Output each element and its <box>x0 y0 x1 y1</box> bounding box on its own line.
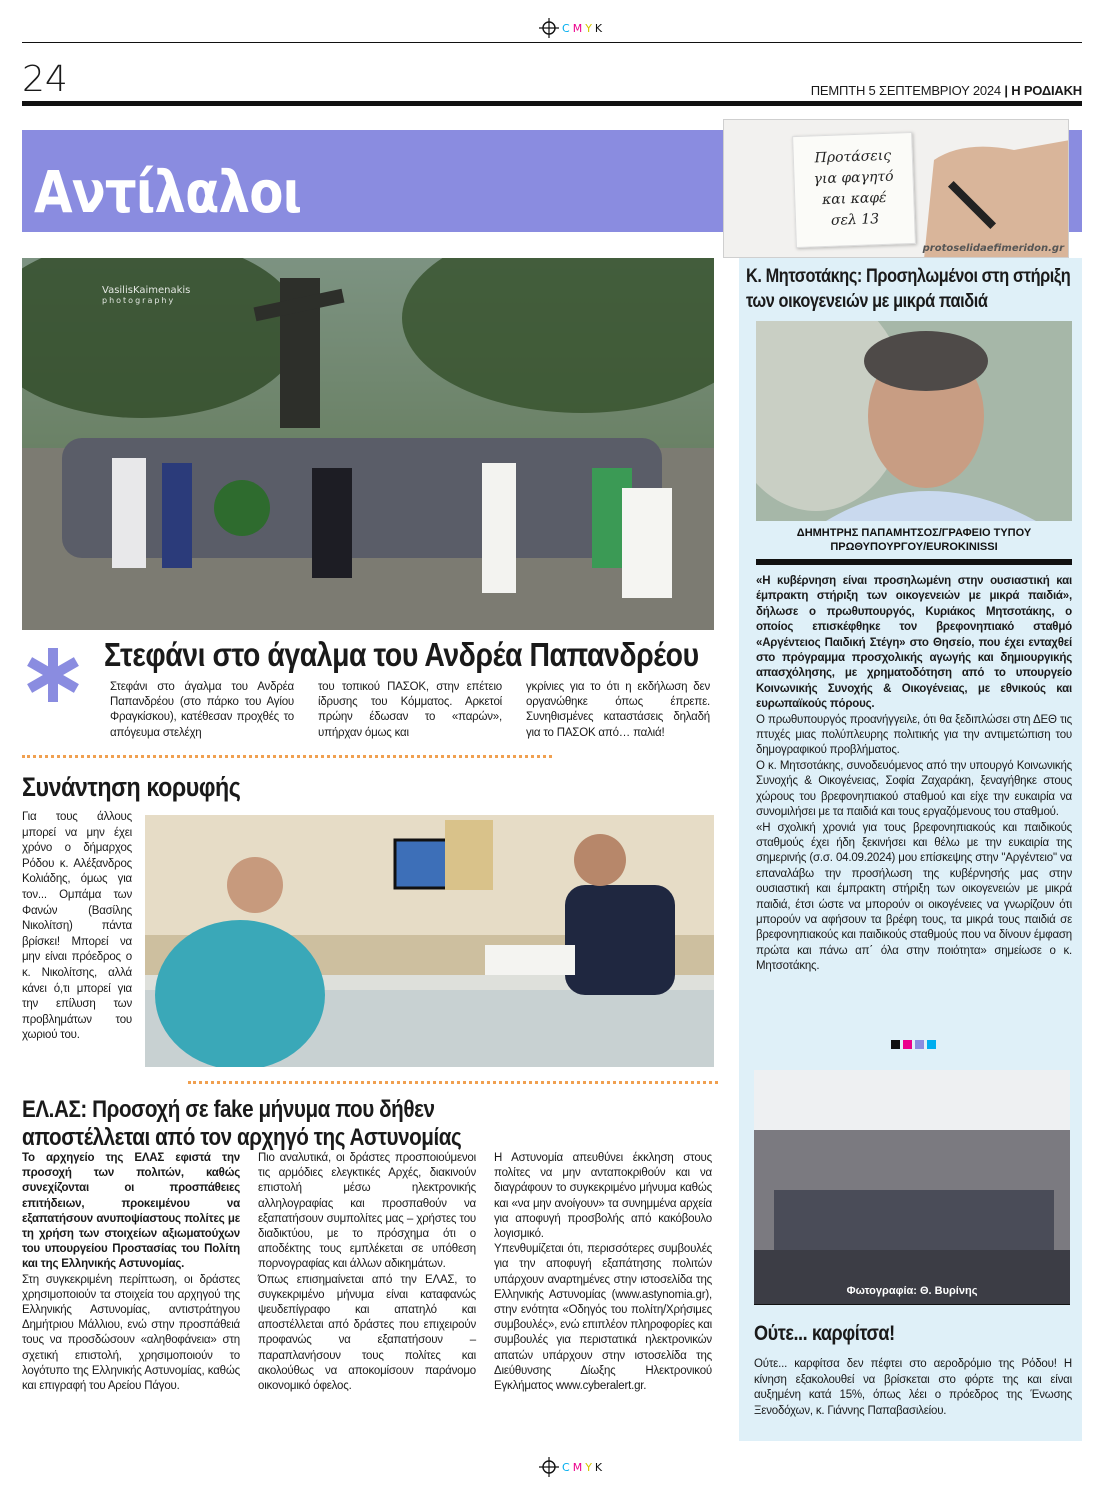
divider-dots-1 <box>22 755 552 758</box>
reg-m: M <box>572 21 583 35</box>
color-square-black <box>891 1040 900 1049</box>
reg-y: Y <box>585 21 592 35</box>
summit-photo <box>145 815 714 1067</box>
sidebar-paragraph-2: Ο πρωθυπουργός προανήγγειλε, ότι θα ξεδιπλώσει στη ΔΕΘ τις πτυχές μιας πολύπλευρης πολιτικής για την αντιμετώπιση του δημογραφικού προβλήματος. <box>756 713 1072 757</box>
section-title: Αντίλαλοι <box>34 158 302 226</box>
reg-k: K <box>594 1460 603 1474</box>
sidebar-paragraph-3: Ο κ. Μητσοτάκης, συνοδευόμενος από την υπουργό Κοινωνικής Συνοχής & Οικογένειας, Σοφία Ζαχαράκη, ξεναγήθηκε στους χώρους του βρεφονηπιακού σταθμού και είχε την ευκαιρία να συνομιλήσει με τα παιδιά και τους εργαζόμενους του σταθμού. <box>756 759 1072 819</box>
wreath-col-3: γκρίνιες για το ότι η εκδήλωση δεν οργανώθηκε όπως έπρεπε. Συνηθισμένες καταστάσεις δηλαδή για το ΠΑΣΟΚ από… παλιά! <box>526 681 710 739</box>
promo-credit: protoselidaefimeridon.gr <box>922 243 1064 254</box>
color-square-magenta <box>903 1040 912 1049</box>
pm-photo-art <box>756 321 1072 521</box>
dateline-separator: | <box>1004 83 1008 98</box>
sidebar-body <box>756 574 1072 975</box>
promo-line-1: Προτάσεις <box>814 147 892 167</box>
wreath-headline: Στεφάνι στο άγαλμα του Ανδρέα Παπανδρέου <box>104 636 699 673</box>
photo-watermark <box>102 286 190 306</box>
elas-col-1 <box>22 1151 240 1394</box>
pm-caption-line-1: ΔΗΜΗΤΡΗΣ ΠΑΠΑΜΗΤΣΟΣ/ΓΡΑΦΕΙΟ ΤΥΠΟΥ <box>796 527 1032 539</box>
elas-headline-line-1: ΕΛ.ΑΣ: Προσοχή σε fake μήνυμα που δήθεν <box>22 1096 435 1123</box>
airport-text: Ούτε... καρφίτσα δεν πέφτει στο αεροδρόμιο της Ρόδου! Η κίνηση εξακολουθεί να βρίσκεται στο φόρτε της και είναι αυξημένη κατά 15%, όπως λέει ο πρόεδρος της Ένωσης Ξενοδόχων, κ. Γιάννης Παπαβασιλείου. <box>754 1358 1072 1417</box>
elas-headline <box>22 1096 461 1152</box>
sidebar-headline-line-1: Κ. Μητσοτάκης: Προσηλωμένοι στη στήριξη <box>746 266 1071 287</box>
elas-col-3 <box>494 1151 712 1394</box>
promo-line-2: για φαγητό <box>813 168 894 188</box>
watermark-sub: photography <box>102 296 176 305</box>
wreath-photo-art <box>22 258 714 630</box>
reg-k: K <box>594 21 603 35</box>
registration-mark-bottom <box>539 1457 602 1477</box>
page-number: 24 <box>22 59 68 100</box>
reg-c: C <box>562 21 570 35</box>
reg-c: C <box>562 1460 570 1474</box>
elas-col2-paragraph-2: Όπως επισημαίνεται από την ΕΛΑΣ, το συγκεκριμένο μήνυμα είναι καταφανώς ψευδεπίγραφο και απατηλό και αποστέλλεται από δράστες που επιχειρούν προφανώς να εξαπατήσουν – παραπλανήσουν τους πολίτες και ακολούθως να αποκομίσουν παράνομο οικονομικό όφελος. <box>258 1273 476 1393</box>
date-text: ΠΕΜΠΤΗ 5 ΣΕΠΤΕΜΒΡΙΟΥ 2024 <box>810 83 1001 98</box>
pm-caption-line-2: ΠΡΩΘΥΠΟΥΡΓΟΥ/EUROKINISSI <box>830 541 998 553</box>
paper-name: Η ΡΟΔΙΑΚΗ <box>1011 83 1082 98</box>
reg-m: M <box>572 1460 583 1474</box>
promo-line-3: και καφέ <box>821 189 887 209</box>
header-top-rule <box>22 42 1082 43</box>
elas-col3-paragraph-2: Υπενθυμίζεται ότι, περισσότερες συμβουλές για την αποφυγή εξαπάτησης πολιτών υπάρχουν αναρτημένες στην ιστοσελίδα της Ελληνικής Αστυνομίας (www.astynomia.gr), στην ενότητα «Οδηγός του πολίτη/Χρήσιμες συμβουλές», ενώ επιπλέον πληροφορίες και συμβουλές για περιστατικά ηλεκτρονικών απατών υπάρχουν στην ιστοσελίδα της Διεύθυνσης Δίωξης Ηλεκτρονικού Εγκλήματος www.cyberalert.gr. <box>494 1243 712 1393</box>
sidebar-lead: «Η κυβέρνηση είναι προσηλωμένη στην ουσιαστική και έμπρακτη στήριξη των οικογενειών με μικρά παιδιά», δήλωσε ο πρωθυπουργός, Κυριάκος Μητσοτάκης, ο οποίος επισκέφθηκε τον βρεφονηπιακό σταθμό «Αργέντειος Παιδική Στέγη» στο Θησείο, που έχει ενταχθεί στο πρόγραμμα προσχολικής αγωγής και δημιουργικής απασχόλησης, με χρηματοδότηση από το υπουργείο Κοινωνικής Συνοχής & Οικογένειας, με εθνικούς και ευρωπαϊκούς πόρους. <box>756 575 1072 711</box>
watermark-name: VasilisKaimenakis <box>102 285 191 296</box>
crosshair-icon <box>539 18 559 38</box>
elas-headline-line-2: αποστέλλεται από τον αρχηγό της Αστυνομίας <box>22 1124 462 1151</box>
wreath-col-1: Στεφάνι στο άγαλμα του Ανδρέα Παπανδρέου (στο πάρκο του Αγίου Φραγκίσκου), κατέθεσαν προχθές το απόγευμα στελέχη <box>110 681 294 739</box>
dateline <box>811 83 1082 98</box>
registration-mark-top <box>539 18 602 38</box>
wreath-photo <box>22 258 714 630</box>
color-square-violet <box>915 1040 924 1049</box>
reg-y: Y <box>585 1460 592 1474</box>
airport-caption-bar <box>754 1304 1070 1305</box>
pm-photo <box>756 321 1072 521</box>
elas-col1-paragraph: Στη συγκεκριμένη περίπτωση, οι δράστες χρησιμοποιούν τα στοιχεία του αρχηγού της Ελληνικής Αστυνομίας, αντιστράτηγου Δημήτριου Μάλλιου, ενώ στην προσπάθειά τους να προσδώσουν «αληθοφάνεια» στη σχετική επιστολή, χρησιμοποιούν το λογότυπο της Ελληνικής Αστυνομίας, καθώς και επιγραφή του Αρείου Πάγου. <box>22 1273 240 1393</box>
wreath-col-2: του τοπικού ΠΑΣΟΚ, στην επέτειο ίδρυσης του Κόμματος. Αρκετοί πρώην έδωσαν το «παρών», υπήρχαν όμως και <box>318 681 502 739</box>
elas-lead: Το αρχηγείο της ΕΛΑΣ εφιστά την προσοχή των πολιτών, καθώς συνεχίζονται οι προσπάθειες επιτήδειων, προκειμένου να εξαπατήσουν ανυποψίαστους πολίτες με τη χρήση των στοιχείων αξιωματούχων του υπουργείου Προστασίας του Πολίτη και της Ελληνικής Αστυνομίας. <box>22 1152 240 1271</box>
asterisk-icon <box>22 644 84 706</box>
sidebar-headline <box>746 264 1070 314</box>
elas-col3-paragraph-1: Η Αστυνομία απευθύνει έκκληση στους πολίτες να μην ανταποκριθούν και να διαγράφουν το συγκεκριμένο μήνυμα καθώς και «να μην ανοίγουν» τα συνημμένα αρχεία για αποφυγή προσβολής από κακόβουλο λογισμικό. <box>494 1152 712 1241</box>
elas-col-2 <box>258 1151 476 1394</box>
header-bottom-rule <box>22 101 1082 106</box>
color-square-cyan <box>927 1040 936 1049</box>
divider-dots-2 <box>188 1081 718 1084</box>
summit-photo-art <box>145 815 714 1067</box>
airport-photo <box>754 1070 1070 1304</box>
pm-caption-bar <box>756 559 1072 565</box>
promo-box[interactable] <box>723 119 1069 258</box>
sidebar-paragraph-4: «Η σχολική χρονιά για τους βρεφονηπιακούς και παιδικούς σταθμούς έχει ήδη ξεκινήσει και θέλω με την ευκαιρία της σημερινής (σ.σ. 04.09.2024) μου επίσκεψης στην "Αργέντειο" να επαναλάβω την προσήλωση της κυβέρνησής μας στην ουσιαστική και έμπρακτη στήριξη των οικογενειών με μικρά παιδιά, έτσι ώστε να μπορούν οι οικογένειες να γνωρίζουν ότι μπορούν να αφήσουν τα βρέφη τους, τα μικρά τους παιδιά σε βρεφονηπιακούς και παιδικούς σταθμούς που να δίνουν έμφαση πρώτα και πάνω απ΄ όλα στην ποιότητα» σημείωσε ο κ. Μητσοτάκης. <box>756 821 1072 973</box>
sidebar-headline-line-2: των οικογενειών με μικρά παιδιά <box>746 291 988 312</box>
pm-photo-caption <box>756 526 1072 554</box>
airport-photo-art <box>754 1070 1070 1304</box>
airport-headline: Ούτε... καρφίτσα! <box>754 1322 895 1345</box>
summit-text: Για τους άλλους μπορεί να μην έχει χρόνο ο δήμαρχος Ρόδου κ. Αλέξανδρος Κολιάδης, όμως για τον... Ομπάμα των Φανών (Βασίλης Νικολίτση) πάντα βρίσκει! Μπορεί να μην είναι πρόεδρος ο κ. Νικολίτσης, αλλά κάνει ό,τι μπορεί για την επίλυση των προβλημάτων του χωριού του. <box>22 811 132 1042</box>
promo-note <box>792 132 916 248</box>
color-squares <box>891 1036 939 1054</box>
promo-line-4: σελ 13 <box>830 211 880 229</box>
summit-headline: Συνάντηση κορυφής <box>22 772 241 802</box>
airport-photo-caption: Φωτογραφία: Θ. Βυρίνης <box>846 1285 978 1297</box>
crosshair-icon <box>539 1457 559 1477</box>
elas-col2-paragraph-1: Πιο αναλυτικά, οι δράστες προσποιούμενοι τις αρμόδιες ελεγκτικές Αρχές, διακινούν επιστολή μέσω ηλεκτρονικής αλληλογραφίας και προσπαθούν να εξαπατήσουν συμπολίτες μας – χρήστες του διαδικτύου, με το πρόσχημα ότι ο αποδέκτης τους εμπλέκεται σε υπόθεση πορνογραφίας και άλλων αδικημάτων. <box>258 1152 476 1271</box>
